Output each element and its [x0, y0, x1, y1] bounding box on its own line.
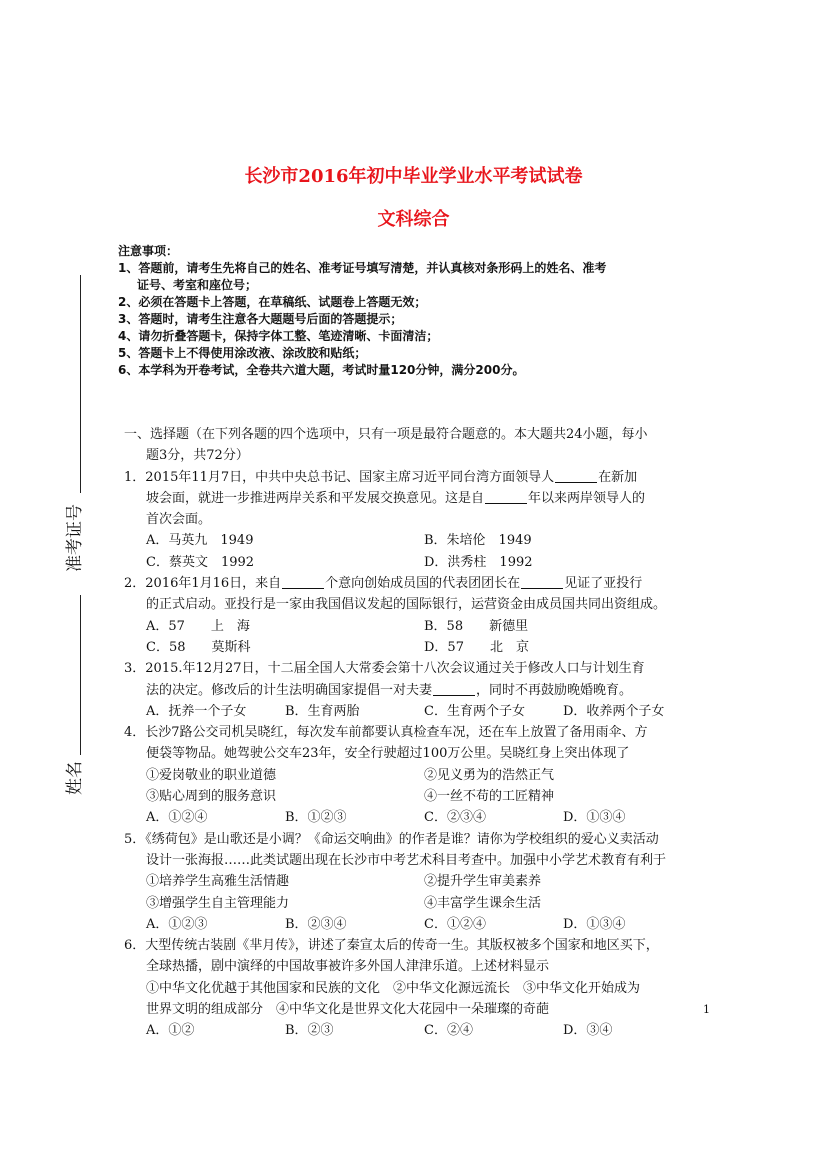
statement: ②提升学生审美素养 [424, 874, 542, 890]
option-c: C．生育两个子女 [424, 703, 525, 719]
option-a: A．①② [146, 1023, 195, 1039]
question-4: 4．长沙7路公交司机吴晓红，每次发车前都要认真检查车况，还在车上放置了备用雨伞、方 [124, 725, 648, 741]
statements-row [118, 786, 718, 807]
notice-item: 2、必须在答题卡上答题，在草稿纸、试题卷上答题无效； [118, 295, 427, 309]
notice-heading: 注意事项： [118, 244, 179, 258]
option-c: C．②④ [424, 1023, 473, 1039]
notice-block [118, 243, 718, 379]
candidate-number-line [80, 275, 81, 493]
option-b: B．生育两胎 [285, 703, 360, 719]
exam-subtitle: 文科综合 [377, 209, 450, 230]
exam-title: 长沙市2016年初中毕业学业水平考试试卷 [244, 166, 583, 187]
answer-blank [433, 682, 475, 696]
options-row [118, 914, 718, 935]
statement: ④一丝不苟的工匠精神 [424, 789, 555, 805]
option-c: C．58 莫斯科 [146, 639, 251, 655]
option-a: A．马英九 1949 [146, 533, 254, 549]
statement: ③增强学生自主管理能力 [146, 895, 290, 911]
question-1-cont: 首次会面。 [146, 512, 212, 528]
name-label: 姓名 [65, 761, 85, 795]
options-row [118, 637, 718, 658]
option-a: A．①②④ [146, 810, 208, 826]
candidate-number-label: 准考证号 [65, 504, 85, 572]
options-row [118, 552, 718, 573]
question-6-cont: 全球热播，剧中演绎的中国故事被许多外国人津津乐道。上述材料显示 [146, 959, 550, 975]
option-c: C．①②④ [424, 916, 486, 932]
statement: ③贴心周到的服务意识 [146, 789, 277, 805]
question-section [118, 424, 718, 1042]
statements-row [118, 765, 718, 786]
question-1: 1．2015年11月7日，中共中央总书记、国家主席习近平同台湾方面领导人 在新加 [124, 469, 638, 485]
option-d: D．①③④ [563, 916, 626, 932]
option-c: C．②③④ [424, 810, 486, 826]
options-row [118, 616, 718, 637]
notice-item: 5、答题卡上不得使用涂改液、涂改胶和贴纸； [118, 346, 367, 360]
question-6: 6．大型传统古装剧《芈月传》，讲述了秦宣太后的传奇一生。其版权被多个国家和地区买下， [124, 938, 659, 954]
statement: ②见义勇为的浩然正气 [424, 767, 555, 783]
answer-blank [485, 490, 527, 504]
question-6-cont: 世界文明的组成部分 ④中华文化是世界文化大花园中一朵璀璨的奇葩 [146, 1002, 550, 1018]
statements-row [118, 893, 718, 914]
options-row [118, 530, 718, 551]
option-b: B．②③④ [285, 916, 347, 932]
option-d: D．洪秀柱 1992 [424, 554, 533, 570]
option-b: B．①②③ [285, 810, 347, 826]
question-1-cont: 坡会面，就进一步推进两岸关系和平发展交换意见。这是自 年以来两岸领导人的 [146, 490, 646, 506]
statements-row [118, 871, 718, 892]
option-b: B．朱培伦 1949 [424, 533, 532, 549]
question-2-cont: 的正式启动。亚投行是一家由我国倡议发起的国际银行，运营资金由成员国共同出资组成。 [146, 597, 667, 613]
option-d: D．③④ [563, 1023, 613, 1039]
section-heading: 一、选择题（在下列各题的四个选项中，只有一项是最符合题意的。本大题共24小题，每小 [124, 427, 648, 442]
option-b: B．58 新德里 [424, 618, 529, 634]
page-number: 1 [703, 1003, 710, 1016]
option-d: D．收养两个子女 [563, 703, 665, 719]
question-4-cont: 便袋等物品。她驾驶公交车23年，安全行驶超过100万公里。吴晓红身上突出体现了 [146, 746, 630, 762]
options-row [118, 1020, 718, 1041]
name-line [80, 595, 81, 755]
question-6-cont: ①中华文化优越于其他国家和民族的文化 ②中华文化源远流长 ③中华文化开始成为 [146, 980, 641, 996]
statement: ④丰富学生课余生活 [424, 895, 542, 911]
notice-item: 证号、考室和座位号； [137, 278, 258, 292]
option-d: D．57 北 京 [424, 639, 529, 655]
notice-item: 6、本学科为开卷考试，全卷共六道大题，考试时量120分钟，满分200分。 [118, 363, 525, 377]
question-5-cont: 设计一张海报……此类试题出现在长沙市中考艺术科目考查中。加强中小学艺术教育有利于 [146, 852, 667, 868]
question-3-cont: 法的决定。修改后的计生法明确国家提倡一对夫妻 ，同时不再鼓励晚婚晚育。 [146, 682, 633, 698]
question-3: 3．2015.年12月27日，十二届全国人大常委会第十八次会议通过关于修改人口与计划生育 [124, 661, 645, 677]
option-b: B．②③ [285, 1023, 334, 1039]
question-2: 2．2016年1月16日，来自 个意向创始成员国的代表团团长在 见证了亚投行 [124, 576, 643, 592]
statement: ①爱岗敬业的职业道德 [146, 767, 277, 783]
answer-blank [282, 575, 324, 589]
option-a: A．57 上 海 [146, 618, 250, 634]
notice-item: 1、答题前，请考生先将自己的姓名、准考证号填写清楚，并认真核对条形码上的姓名、准考 [118, 261, 607, 275]
option-a: A．①②③ [146, 916, 208, 932]
option-c: C．蔡英文 1992 [146, 554, 255, 570]
section-heading-cont: 题3分，共72分） [146, 448, 249, 464]
options-row [118, 807, 718, 828]
answer-blank [555, 469, 597, 483]
options-row [118, 701, 718, 722]
option-d: D．①③④ [563, 810, 626, 826]
notice-item: 3、答题时，请考生注意各大题题号后面的答题提示； [118, 312, 403, 326]
question-5: 5．《绣荷包》是山歌还是小调？《命运交响曲》的作者是谁？请你为学校组织的爱心义卖活动 [124, 831, 659, 847]
option-a: A．抚养一个子女 [146, 703, 247, 719]
statement: ①培养学生高雅生活情趣 [146, 874, 290, 890]
answer-blank [521, 575, 563, 589]
notice-item: 4、请勿折叠答题卡，保持字体工整、笔迹清晰、卡面清洁； [118, 329, 439, 343]
